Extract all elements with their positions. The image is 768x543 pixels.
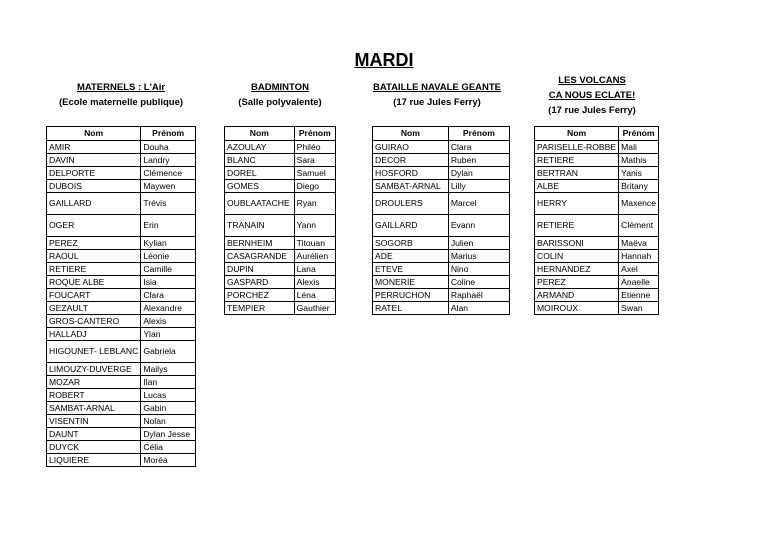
table-row bbox=[225, 193, 336, 215]
roster-table-maternels bbox=[46, 126, 196, 467]
cell-nom: DUPIN bbox=[225, 263, 295, 276]
cell-nom: BERTRAN bbox=[535, 167, 619, 180]
cell-nom: OUBLAATACHE bbox=[225, 193, 295, 215]
cell-nom: ROQUE ALBE bbox=[47, 276, 141, 289]
cell-nom: GASPARD bbox=[225, 276, 295, 289]
table-row bbox=[225, 237, 336, 250]
cell-prenom: Clément bbox=[619, 215, 659, 237]
cell-nom: PEREZ bbox=[535, 276, 619, 289]
table-row bbox=[535, 302, 659, 315]
cell-nom: SAMBAT-ARNAL bbox=[47, 402, 141, 415]
table-row bbox=[47, 237, 196, 250]
cell-nom: PORCHEZ bbox=[225, 289, 295, 302]
column-header-nom: Nom bbox=[535, 127, 619, 141]
cell-prenom: Anaelle bbox=[619, 276, 659, 289]
group-header-maternels bbox=[46, 80, 196, 110]
cell-prenom: Alexandre bbox=[141, 302, 196, 315]
table-row bbox=[535, 180, 659, 193]
group-header-badminton bbox=[224, 80, 336, 110]
table-row bbox=[535, 193, 659, 215]
cell-nom: DROULERS bbox=[373, 193, 449, 215]
cell-nom: DELPORTE bbox=[47, 167, 141, 180]
cell-nom: HIGOUNET- LEBLANC bbox=[47, 341, 141, 363]
group-location: (17 rue Jules Ferry) bbox=[548, 105, 636, 116]
cell-prenom: Evann bbox=[448, 215, 509, 237]
table-row bbox=[47, 154, 196, 167]
group-subtitle: CA NOUS ECLATE! bbox=[548, 90, 636, 101]
column-header-nom: Nom bbox=[225, 127, 295, 141]
group-header-bataille-navale bbox=[362, 80, 512, 110]
group-location: (Ecole maternelle publique) bbox=[58, 97, 184, 108]
table-row bbox=[373, 250, 510, 263]
cell-nom: LIMOUZY-DUVERGE bbox=[47, 363, 141, 376]
table-row bbox=[47, 193, 196, 215]
cell-prenom: Ilan bbox=[141, 376, 196, 389]
table-row bbox=[535, 215, 659, 237]
cell-nom: TRANAIN bbox=[225, 215, 295, 237]
cell-prenom: Marcel bbox=[448, 193, 509, 215]
cell-nom: AMIR bbox=[47, 141, 141, 154]
table-row bbox=[47, 328, 196, 341]
table-row bbox=[373, 263, 510, 276]
table-row bbox=[47, 315, 196, 328]
cell-prenom: Douha bbox=[141, 141, 196, 154]
group-location: (17 rue Jules Ferry) bbox=[393, 97, 481, 108]
table-row bbox=[47, 428, 196, 441]
cell-prenom: Mailys bbox=[141, 363, 196, 376]
table-row bbox=[47, 389, 196, 402]
roster-table-bataille-navale bbox=[372, 126, 510, 315]
table-row bbox=[47, 180, 196, 193]
table-row bbox=[225, 167, 336, 180]
table-row bbox=[47, 289, 196, 302]
cell-nom: OGER bbox=[47, 215, 141, 237]
group-title: BADMINTON bbox=[251, 82, 309, 93]
cell-nom: COLIN bbox=[535, 250, 619, 263]
cell-nom: PEREZ bbox=[47, 237, 141, 250]
table-row bbox=[535, 263, 659, 276]
cell-prenom: Erin bbox=[141, 215, 196, 237]
cell-nom: RATEL bbox=[373, 302, 449, 315]
cell-prenom: Alan bbox=[448, 302, 509, 315]
cell-nom: BARISSONI bbox=[535, 237, 619, 250]
cell-nom: GAILLARD bbox=[47, 193, 141, 215]
cell-nom: GROS-CANTERO bbox=[47, 315, 141, 328]
cell-prenom: Gauthier bbox=[294, 302, 335, 315]
cell-prenom: Yanis bbox=[619, 167, 659, 180]
cell-nom: DECOR bbox=[373, 154, 449, 167]
cell-nom: HERRY bbox=[535, 193, 619, 215]
cell-prenom: Sara bbox=[294, 154, 335, 167]
column-header-prenom: Prénom bbox=[141, 127, 196, 141]
table-row bbox=[373, 302, 510, 315]
cell-prenom: Julien bbox=[448, 237, 509, 250]
cell-prenom: Maxence bbox=[619, 193, 659, 215]
table-row bbox=[47, 376, 196, 389]
cell-prenom: Dylan Jesse bbox=[141, 428, 196, 441]
table-row bbox=[373, 289, 510, 302]
cell-prenom: Maywen bbox=[141, 180, 196, 193]
table-row bbox=[535, 237, 659, 250]
table-row bbox=[47, 215, 196, 237]
cell-nom: HOSFORD bbox=[373, 167, 449, 180]
cell-nom: MOIROUX bbox=[535, 302, 619, 315]
table-row bbox=[373, 215, 510, 237]
cell-prenom: Léonie bbox=[141, 250, 196, 263]
table-row bbox=[225, 215, 336, 237]
cell-nom: ROBERT bbox=[47, 389, 141, 402]
cell-prenom: Samuel bbox=[294, 167, 335, 180]
cell-prenom: Diego bbox=[294, 180, 335, 193]
table-row bbox=[535, 167, 659, 180]
table-row bbox=[47, 167, 196, 180]
cell-prenom: Nolan bbox=[141, 415, 196, 428]
cell-nom: AZOULAY bbox=[225, 141, 295, 154]
cell-prenom: Mathis bbox=[619, 154, 659, 167]
table-row bbox=[47, 250, 196, 263]
cell-nom: MOZAR bbox=[47, 376, 141, 389]
group-title: MATERNELS : L'Air bbox=[76, 82, 166, 93]
table-row bbox=[225, 263, 336, 276]
cell-nom: HALLADJ bbox=[47, 328, 141, 341]
cell-prenom: Hannah bbox=[619, 250, 659, 263]
table-row bbox=[373, 193, 510, 215]
cell-nom: GUIRAO bbox=[373, 141, 449, 154]
cell-prenom: Célia bbox=[141, 441, 196, 454]
cell-prenom: Ylan bbox=[141, 328, 196, 341]
column-header-nom: Nom bbox=[47, 127, 141, 141]
cell-nom: TEMPIER bbox=[225, 302, 295, 315]
cell-nom: DUYCK bbox=[47, 441, 141, 454]
cell-prenom: Raphaël bbox=[448, 289, 509, 302]
roster-table-badminton bbox=[224, 126, 336, 315]
cell-prenom: Axel bbox=[619, 263, 659, 276]
cell-prenom: Camille bbox=[141, 263, 196, 276]
table-row bbox=[535, 289, 659, 302]
cell-prenom: Mali bbox=[619, 141, 659, 154]
table-row bbox=[47, 341, 196, 363]
cell-prenom: Gabin bbox=[141, 402, 196, 415]
cell-nom: RETIERE bbox=[47, 263, 141, 276]
cell-prenom: Alexis bbox=[141, 315, 196, 328]
cell-prenom: Ryan bbox=[294, 193, 335, 215]
cell-prenom: Yann bbox=[294, 215, 335, 237]
cell-prenom: Aurélien bbox=[294, 250, 335, 263]
page-title: MARDI bbox=[354, 50, 414, 70]
cell-prenom: Clara bbox=[141, 289, 196, 302]
table-row bbox=[225, 276, 336, 289]
group-title: LES VOLCANS bbox=[558, 75, 626, 86]
table-row bbox=[373, 180, 510, 193]
table-row bbox=[535, 141, 659, 154]
table-row bbox=[47, 302, 196, 315]
table-row bbox=[225, 289, 336, 302]
cell-nom: ALBE bbox=[535, 180, 619, 193]
cell-prenom: Léna bbox=[294, 289, 335, 302]
table-row bbox=[225, 180, 336, 193]
cell-nom: BLANC bbox=[225, 154, 295, 167]
cell-nom: PARISELLE-ROBBE bbox=[535, 141, 619, 154]
cell-prenom: Trévis bbox=[141, 193, 196, 215]
table-row bbox=[225, 154, 336, 167]
cell-nom: SAMBAT-ARNAL bbox=[373, 180, 449, 193]
table-row bbox=[373, 276, 510, 289]
cell-prenom: Marius bbox=[448, 250, 509, 263]
group-header-volcans bbox=[530, 73, 654, 118]
cell-nom: CASAGRANDE bbox=[225, 250, 295, 263]
cell-prenom: Moréa bbox=[141, 454, 196, 467]
cell-prenom: Dylan bbox=[448, 167, 509, 180]
table-row bbox=[373, 141, 510, 154]
cell-nom: GEZAULT bbox=[47, 302, 141, 315]
table-row bbox=[225, 250, 336, 263]
cell-nom: GAILLARD bbox=[373, 215, 449, 237]
cell-nom: DAVIN bbox=[47, 154, 141, 167]
cell-prenom: Nino bbox=[448, 263, 509, 276]
cell-nom: DOREL bbox=[225, 167, 295, 180]
cell-prenom: Isia bbox=[141, 276, 196, 289]
table-row bbox=[47, 263, 196, 276]
roster-table-volcans bbox=[534, 126, 659, 315]
cell-nom: DUBOIS bbox=[47, 180, 141, 193]
cell-prenom: Lana bbox=[294, 263, 335, 276]
table-row bbox=[373, 167, 510, 180]
cell-prenom: Gabriela bbox=[141, 341, 196, 363]
cell-prenom: Kylian bbox=[141, 237, 196, 250]
cell-nom: PERRUCHON bbox=[373, 289, 449, 302]
table-row bbox=[225, 141, 336, 154]
cell-nom: RETIERE bbox=[535, 154, 619, 167]
cell-nom: LIQUIERE bbox=[47, 454, 141, 467]
cell-nom: RAOUL bbox=[47, 250, 141, 263]
column-header-prenom: Prénom bbox=[294, 127, 335, 141]
table-row bbox=[535, 154, 659, 167]
table-row bbox=[373, 154, 510, 167]
cell-prenom: Maëva bbox=[619, 237, 659, 250]
table-row bbox=[47, 276, 196, 289]
table-row bbox=[535, 250, 659, 263]
column-header-nom: Nom bbox=[373, 127, 449, 141]
cell-prenom: Lilly bbox=[448, 180, 509, 193]
cell-prenom: Swan bbox=[619, 302, 659, 315]
cell-prenom: Coline bbox=[448, 276, 509, 289]
table-row bbox=[535, 276, 659, 289]
table-row bbox=[47, 415, 196, 428]
group-title: BATAILLE NAVALE GEANTE bbox=[372, 82, 502, 93]
cell-nom: ETEVE bbox=[373, 263, 449, 276]
column-header-prenom: Prénom bbox=[448, 127, 509, 141]
cell-nom: HERNANDEZ bbox=[535, 263, 619, 276]
cell-nom: RETIERE bbox=[535, 215, 619, 237]
cell-nom: DAUNT bbox=[47, 428, 141, 441]
table-row bbox=[225, 302, 336, 315]
column-header-prenom: Prénom bbox=[619, 127, 659, 141]
cell-prenom: Clémence bbox=[141, 167, 196, 180]
cell-prenom: Philéo bbox=[294, 141, 335, 154]
cell-nom: MONERIE bbox=[373, 276, 449, 289]
table-row bbox=[47, 454, 196, 467]
table-row bbox=[47, 402, 196, 415]
cell-prenom: Clara bbox=[448, 141, 509, 154]
cell-nom: SOGORB bbox=[373, 237, 449, 250]
cell-nom: ADE bbox=[373, 250, 449, 263]
cell-prenom: Britany bbox=[619, 180, 659, 193]
table-row bbox=[47, 141, 196, 154]
group-location: (Salle polyvalente) bbox=[238, 97, 322, 108]
cell-prenom: Lucas bbox=[141, 389, 196, 402]
cell-prenom: Landry bbox=[141, 154, 196, 167]
table-row bbox=[373, 237, 510, 250]
cell-prenom: Ruben bbox=[448, 154, 509, 167]
table-row bbox=[47, 363, 196, 376]
cell-nom: ARMAND bbox=[535, 289, 619, 302]
cell-nom: BERNHEIM bbox=[225, 237, 295, 250]
cell-nom: VISENTIN bbox=[47, 415, 141, 428]
cell-prenom: Alexis bbox=[294, 276, 335, 289]
cell-prenom: Titouan bbox=[294, 237, 335, 250]
table-row bbox=[47, 441, 196, 454]
cell-nom: FOUCART bbox=[47, 289, 141, 302]
cell-prenom: Etienne bbox=[619, 289, 659, 302]
cell-nom: GOMES bbox=[225, 180, 295, 193]
